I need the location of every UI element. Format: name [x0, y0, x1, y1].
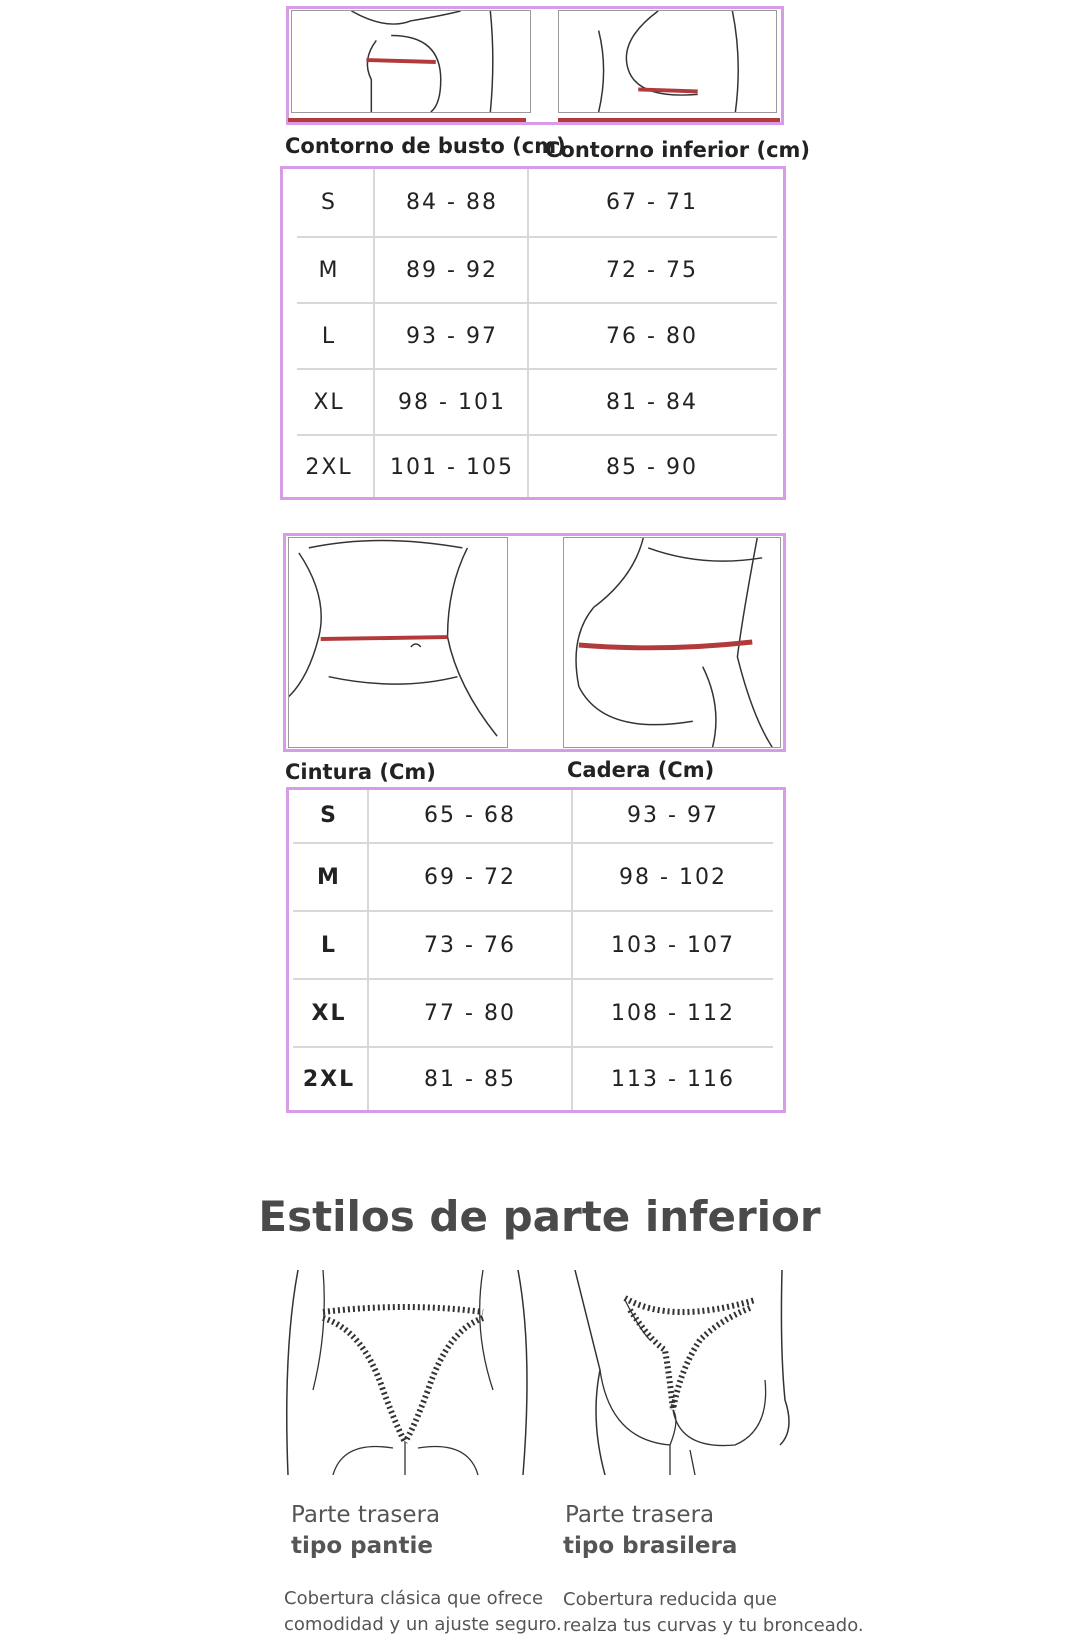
- bust-cell: 93 - 97: [406, 323, 498, 349]
- brasilera-title: Parte trasera: [565, 1502, 715, 1528]
- size-cell: L: [320, 932, 338, 958]
- brasilera-subtitle: tipo brasilera: [563, 1533, 738, 1559]
- table-row: [283, 370, 783, 434]
- table-row: [283, 238, 783, 302]
- table-row: [289, 912, 783, 978]
- waist-cell: 77 - 80: [424, 1000, 516, 1026]
- brasilera-desc-line-1: Cobertura reducida que: [563, 1589, 777, 1610]
- table-row: [283, 169, 783, 235]
- size-cell: M: [318, 257, 340, 283]
- bust-label: Contorno de busto (cm): [285, 134, 566, 158]
- bust-cell: 98 - 101: [398, 389, 506, 415]
- waist-label: Cintura (Cm): [285, 760, 436, 784]
- hip-illustration: [563, 537, 781, 748]
- bust-cell: 89 - 92: [406, 257, 498, 283]
- underbust-label-underline: [558, 118, 780, 122]
- underbust-cell: 72 - 75: [606, 257, 698, 283]
- table-row: [289, 980, 783, 1046]
- pantie-title: Parte trasera: [291, 1502, 441, 1528]
- table-row: [283, 304, 783, 368]
- waist-cell: 69 - 72: [424, 864, 516, 890]
- underbust-cell: 85 - 90: [606, 454, 698, 480]
- styles-heading: Estilos de parte inferior: [258, 1192, 821, 1241]
- waist-cell: 81 - 85: [424, 1066, 516, 1092]
- underbust-cell: 67 - 71: [606, 189, 698, 215]
- underbust-cell: 76 - 80: [606, 323, 698, 349]
- pantie-desc-line-2: comodidad y un ajuste seguro.: [284, 1614, 562, 1635]
- hip-label: Cadera (Cm): [567, 758, 715, 782]
- size-cell: L: [321, 323, 337, 349]
- pantie-subtitle: tipo pantie: [291, 1533, 433, 1559]
- hip-cell: 103 - 107: [611, 932, 735, 958]
- table-row: [289, 1048, 783, 1110]
- bust-size-table: [280, 166, 786, 500]
- underbust-contour-illustration: [558, 10, 777, 113]
- waist-hip-size-table: [286, 787, 786, 1113]
- size-cell: 2XL: [305, 454, 353, 480]
- table-row: [289, 790, 783, 840]
- bust-cell: 84 - 88: [406, 189, 498, 215]
- waist-cell: 65 - 68: [424, 802, 516, 828]
- brasilera-style-illustration: [570, 1270, 795, 1475]
- bust-label-underline: [288, 118, 526, 122]
- hip-cell: 93 - 97: [627, 802, 719, 828]
- waist-cell: 73 - 76: [424, 932, 516, 958]
- size-cell: 2XL: [302, 1066, 356, 1092]
- underbust-cell: 81 - 84: [606, 389, 698, 415]
- size-cell: S: [321, 189, 337, 215]
- hip-cell: 113 - 116: [611, 1066, 735, 1092]
- pantie-description: [284, 1586, 562, 1638]
- size-cell: S: [320, 802, 338, 828]
- pantie-style-illustration: [283, 1270, 528, 1475]
- waist-illustration: [288, 537, 508, 748]
- bust-contour-illustration: [291, 10, 531, 113]
- pantie-desc-line-1: Cobertura clásica que ofrece: [284, 1588, 544, 1609]
- bust-cell: 101 - 105: [390, 454, 514, 480]
- brasilera-description: [563, 1587, 864, 1639]
- size-cell: M: [317, 864, 341, 890]
- table-row: [289, 844, 783, 910]
- hip-cell: 108 - 112: [611, 1000, 735, 1026]
- size-cell: XL: [311, 1000, 347, 1026]
- hip-cell: 98 - 102: [619, 864, 727, 890]
- underbust-label: Contorno inferior (cm): [545, 138, 811, 162]
- brasilera-desc-line-2: realza tus curvas y tu bronceado.: [563, 1615, 864, 1636]
- size-cell: XL: [313, 389, 345, 415]
- table-row: [283, 436, 783, 498]
